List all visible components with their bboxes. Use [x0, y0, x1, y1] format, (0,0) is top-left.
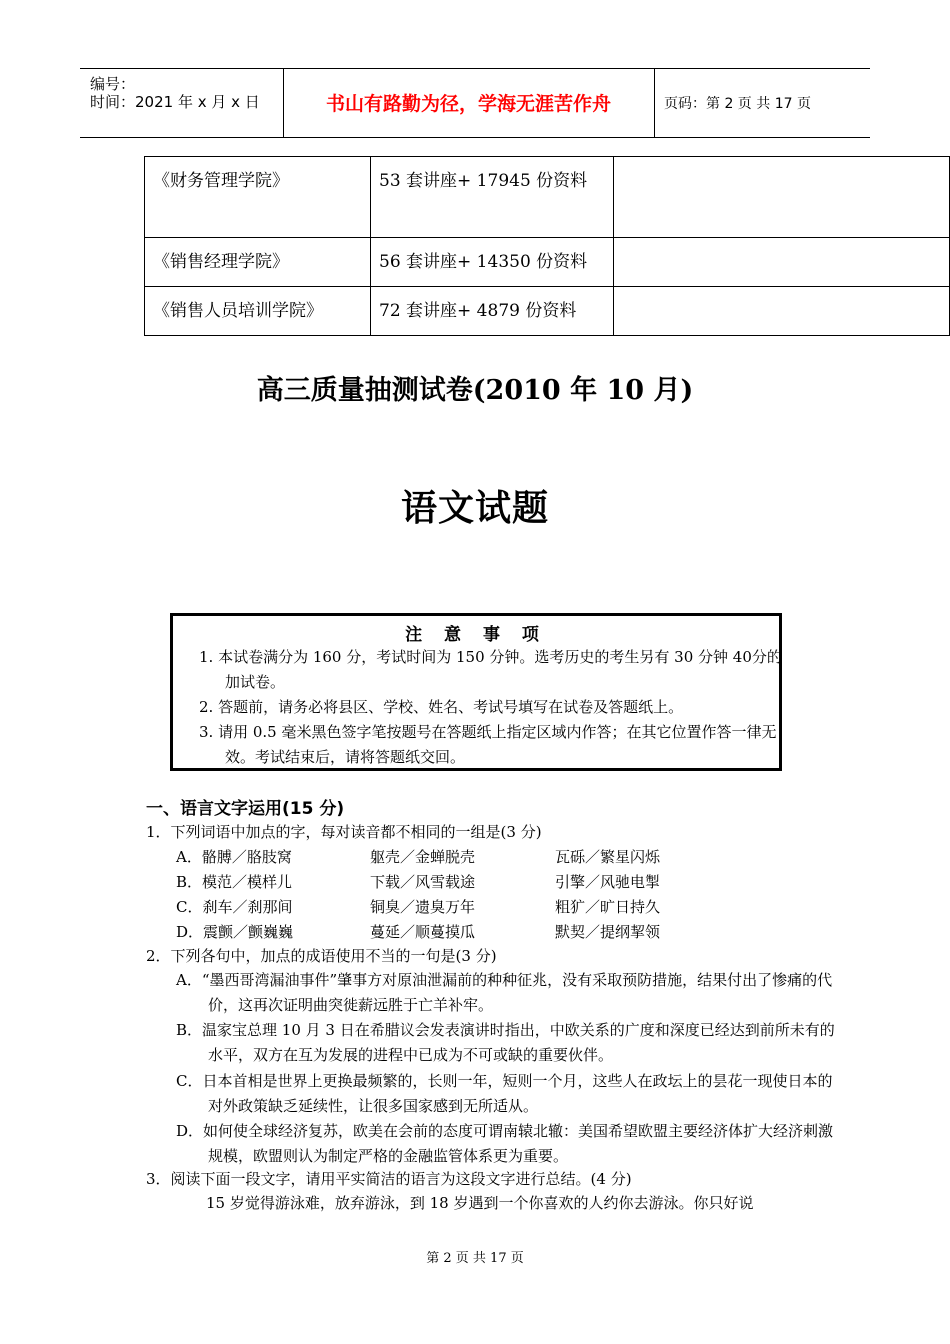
table-cell: 《销售人员培训学院》 [145, 287, 371, 336]
table-cell: 72 套讲座+ 4879 份资料 [371, 287, 614, 336]
notice-item: 3. 请用 0.5 毫米黑色签字笔按题号在答题纸上指定区域内作答；在其它位置作答一律无效。考试结束后，请将答题纸交回。 [199, 723, 777, 766]
table-cell: 56 套讲座+ 14350 份资料 [371, 238, 614, 287]
q2-option: A．“墨西哥湾漏油事件”肇事方对原油泄漏前的种种征兆，没有采取预防措施，结果付出了惨痛的代价，这再次证明曲突徙薪远胜于亡羊补牢。 [176, 971, 833, 1014]
q1-option: 下载／风雪载途 [370, 873, 476, 891]
resource-table [144, 156, 950, 336]
q2-option: B．温家宝总理 10 月 3 日在希腊议会发表演讲时指出，中欧关系的广度和深度已经达到前所未有的水平，双方在互为发展的进程中已成为不可或缺的重要伙伴。 [176, 1021, 835, 1064]
q1-option: 蔓延／顺蔓摸瓜 [370, 923, 476, 941]
header-motto: 书山有路勤为径，学海无涯苦作舟 [283, 69, 655, 137]
date-label: 时间：2021 年 x 月 x 日 [90, 93, 260, 111]
q1-option: 引擎／风驰电掣 [555, 873, 661, 891]
notice-item: 2. 答题前，请务必将县区、学校、姓名、考试号填写在试卷及答题纸上。 [199, 698, 684, 716]
q2-option: D．如何使全球经济复苏，欧美在会前的态度可谓南辕北辙：美国希望欧盟主要经济体扩大经济刺激规模，欧盟则认为制定严格的金融监管体系更为重要。 [176, 1122, 834, 1165]
page-header [80, 68, 870, 138]
q3-passage: 15 岁觉得游泳难，放弃游泳，到 18 岁遇到一个你喜欢的人约你去游泳。你只好说 [206, 1194, 754, 1212]
table-row [145, 287, 950, 336]
q1-option: B．模范／模样儿 [176, 873, 293, 891]
q1-option: 默契／提纲挈领 [555, 923, 661, 941]
question-stem: 2．下列各句中，加点的成语使用不当的一句是(3 分) [146, 947, 497, 965]
q1-option: 躯壳／金蝉脱壳 [370, 848, 476, 866]
table-row [145, 157, 950, 238]
q1-option: A．骼膊／胳肢窝 [176, 848, 292, 866]
code-label: 编号： [90, 75, 136, 93]
table-cell [614, 238, 950, 287]
q1-option: 瓦砾／繁星闪烁 [555, 848, 661, 866]
table-cell: 53 套讲座+ 17945 份资料 [371, 157, 614, 238]
table-cell: 《财务管理学院》 [145, 157, 371, 238]
q1-option: 粗犷／旷日持久 [555, 898, 661, 916]
exam-title: 高三质量抽测试卷(2010 年 10 月) [256, 375, 694, 406]
table-cell [614, 157, 950, 238]
notice-item: 1. 本试卷满分为 160 分，考试时间为 150 分钟。选考历史的考生另有 30 分钟 40分的加试卷。 [199, 648, 782, 691]
q1-option: C．刹车／刹那间 [176, 898, 293, 916]
exam-subtitle: 语文试题 [400, 487, 549, 529]
q2-option: C．日本首相是世界上更换最频繁的，长则一年，短则一个月，这些人在政坛上的昙花一现使日本的对外政策缺乏延续性，让很多国家感到无所适从。 [176, 1072, 833, 1115]
notice-heading: 注 意 事 项 [405, 625, 547, 645]
question-stem: 1．下列词语中加点的字，每对读音都不相同的一组是(3 分) [146, 823, 542, 841]
question-stem: 3．阅读下面一段文字，请用平实简洁的语言为这段文字进行总结。(4 分) [146, 1170, 632, 1188]
header-meta [80, 69, 284, 137]
q1-option: D．震颤／颤巍巍 [176, 923, 294, 941]
section-heading: 一、语言文字运用(15 分) [146, 799, 345, 819]
page-footer: 第 2 页 共 17 页 [426, 1251, 524, 1266]
table-cell: 《销售经理学院》 [145, 238, 371, 287]
header-page-info: 页码：第 2 页 共 17 页 [664, 96, 811, 112]
table-cell [614, 287, 950, 336]
table-row [145, 238, 950, 287]
q1-option: 铜臭／遗臭万年 [370, 898, 476, 916]
notice-box [170, 613, 782, 771]
